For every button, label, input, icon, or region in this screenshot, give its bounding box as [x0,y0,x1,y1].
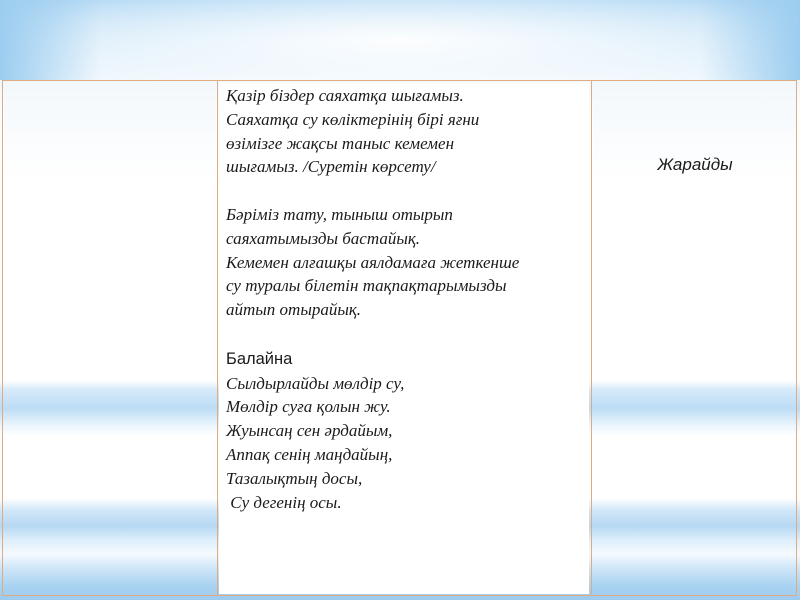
instruction-line: айтып отырайық. [226,300,362,320]
background-top-left [0,0,100,80]
intro-line: Қазір біздер саяхатқа шығамыз. [226,86,464,105]
poem-line: Аппақ сенің маңдайың, [226,444,393,464]
instruction-line: саяхатымызды бастайық. [226,228,421,248]
response-text: Жарайды [657,155,733,174]
intro-line: өзімізге жақсы таныс кемемен [226,133,455,153]
paragraph-gap [226,322,584,346]
intro-line: Саяхатқа су көліктерінің бірі яғни [226,109,480,129]
poem-line: Тазалықтың досы, [226,468,363,488]
poem-line: Су дегенің осы. [226,492,342,512]
poem-line: Сылдырлайды мөлдір су, [226,373,405,393]
instruction-line: Кемемен алғашқы аялдамаға жеткенше [226,252,520,272]
background-top-right [700,0,800,80]
paragraph-gap [226,179,584,203]
teacher-text-block [226,84,584,514]
poem-title: Балайна [226,349,293,368]
intro-line: шығамыз. /Суретін көрсету/ [226,157,436,177]
poem-line: Жуынсаң сен әрдайым, [226,421,393,441]
instruction-line: су туралы білетін тақпақтарымызды [226,276,507,296]
instruction-line: Бәріміз тату, тыныш отырып [226,204,453,224]
table-cell-left [2,80,217,596]
poem-line: Мөлдір суға қолын жу. [226,397,391,417]
